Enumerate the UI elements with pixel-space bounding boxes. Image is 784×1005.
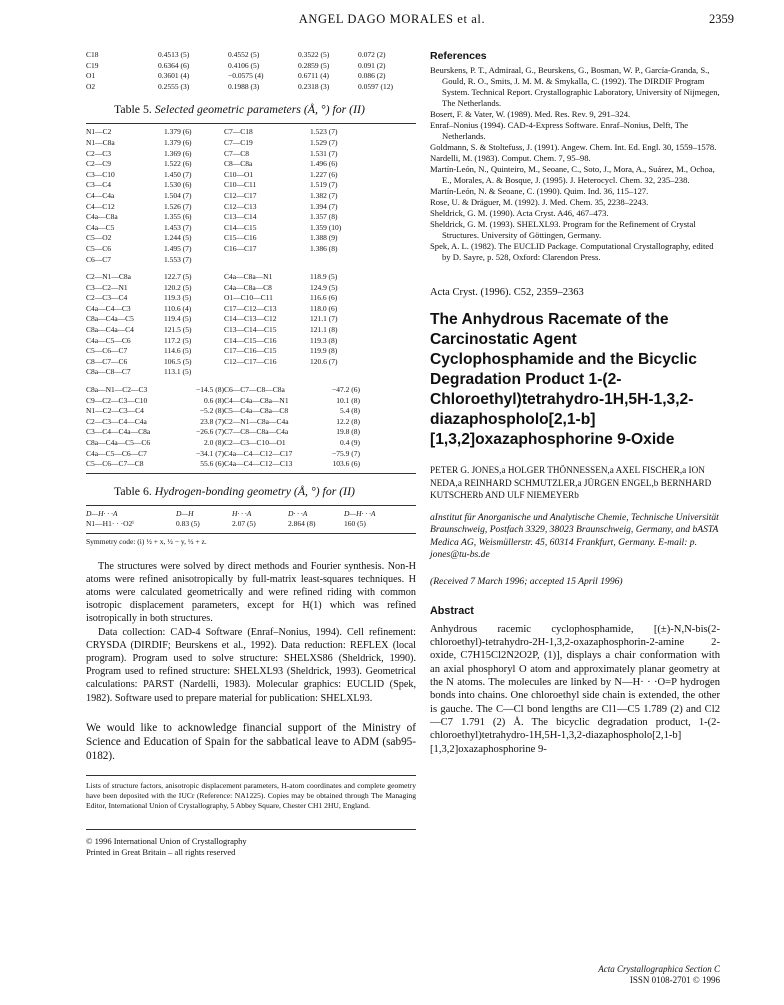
table-row	[86, 346, 416, 357]
article-authors: PETER G. JONES,a HOLGER THÖNNESSEN,a AXEL FISCHER,a ION NEDA,a REINHARD SCHMUTZLER,a JÜRGEN ENGEL,b BERNHARD KUTSCHERb AND ULF NIEMEYERb	[430, 465, 712, 500]
table-cell: 0.1988 (3)	[228, 81, 260, 91]
right-column	[430, 50, 720, 756]
table-cell: C7—C8	[224, 148, 250, 158]
table-cell: 0.086 (2)	[358, 71, 386, 81]
table-cell: 2.07 (5)	[232, 519, 256, 529]
table-row	[86, 82, 416, 93]
table-row	[86, 314, 416, 325]
reference-item: Martín-León, N., Quinteiro, M., Seoane, C., Soto, J., Mora, A., Suárez, M., Ochoa, E., Morales, A. & Bosque, J. (1995). J. Heterocycl. Chem. 32, 235–238.	[430, 164, 715, 185]
table-cell: 0.6 (8)	[204, 395, 224, 405]
table-cell: 1.522 (6)	[164, 159, 192, 169]
table-cell: 1.379 (6)	[164, 127, 192, 137]
table-cell: −0.0575 (4)	[228, 71, 264, 81]
table-row	[86, 427, 416, 438]
table-cell: 120.2 (5)	[164, 282, 192, 292]
table-cell: C12—C17—C16	[224, 356, 277, 366]
table-cell: 118.9 (5)	[310, 272, 338, 282]
printed-line: Printed in Great Britain – all rights reserved	[86, 846, 236, 857]
table-cell: 0.4552 (5)	[228, 50, 260, 59]
table-cell: C12—C17	[224, 190, 257, 200]
table-cell: 119.3 (5)	[164, 293, 192, 303]
table-cell: 1.357 (8)	[310, 212, 338, 222]
table5-angles	[86, 272, 416, 378]
table-row	[86, 367, 416, 378]
page-number: 2359	[709, 12, 734, 26]
table-cell: 0.3601 (4)	[158, 71, 190, 81]
running-title: ANGEL DAGO MORALES et al.	[298, 12, 486, 26]
table-row	[86, 71, 416, 82]
reference-item: Sheldrick, G. M. (1990). Acta Cryst. A46, 467–473.	[430, 208, 609, 218]
table-cell: 119.9 (8)	[310, 346, 338, 356]
running-header	[0, 12, 784, 30]
table-cell: 1.531 (7)	[310, 148, 338, 158]
table-cell: 1.553 (7)	[164, 254, 192, 264]
table-row	[86, 449, 416, 460]
table-cell: C4a—C8a—C8	[224, 282, 272, 292]
table-cell: 1.379 (6)	[164, 137, 192, 147]
table-cell: 124.9 (5)	[310, 282, 338, 292]
table-cell: C2—C3—C4—C4a	[86, 416, 147, 426]
table-cell: C2—C3	[86, 148, 112, 158]
table-header-cell: D· · ·A	[288, 508, 308, 518]
table-header-cell: D—H· · ·A	[86, 508, 118, 518]
table-cell: C7—C19	[224, 137, 253, 147]
table-cell: C8—C8a	[224, 159, 253, 169]
references-list	[430, 65, 720, 263]
table-cell: 19.8 (8)	[336, 427, 360, 437]
table-cell: C2—C3—C4	[86, 293, 128, 303]
received-dates: (Received 7 March 1996; accepted 15 April 1996)	[430, 575, 623, 587]
table-cell: 10.1 (8)	[336, 395, 360, 405]
abstract-heading: Abstract	[430, 604, 474, 617]
methods-paragraph: The structures were solved by direct methods and Fourier synthesis. Non-H atoms were refined anisotropically by full-matrix least-squares techniques. H atoms were calculated geometrically and were refined riding with common isotropic displacement parameters, except for H(1) which was refined isotropically in both structures.	[86, 560, 416, 625]
table-cell	[224, 255, 310, 266]
table-cell: −26.6 (7)	[196, 427, 224, 437]
table-cell: 103.6 (6)	[332, 459, 360, 469]
copyright-line: © 1996 International Union of Crystallography	[86, 835, 247, 846]
table-cell: C4—C4a—C8a—N1	[224, 395, 289, 405]
table6-row	[86, 519, 416, 530]
table-cell: 121.5 (5)	[164, 325, 192, 335]
reference-item: Beurskens, P. T., Admiraal, G., Beurskens, G., Bosman, W. P., García-Granda, S., Gould, R. O., Smits, J. M. M. & Smykalla, C. (1992). The DIRDIF Program System. Technical Report. Crystallographic Laboratory, University of Nijmegen, The Netherlands.	[430, 65, 720, 108]
reference-item: Rose, U. & Dräguer, M. (1992). J. Med. Chem. 35, 2238–2243.	[430, 197, 649, 207]
symmetry-code: Symmetry code: (i) ½ + x, ½ − y, ½ + z.	[86, 536, 207, 546]
table-cell: 0.2318 (3)	[298, 81, 330, 91]
table-cell: C6—C7—C8—C8a	[224, 385, 285, 395]
table-cell: 1.388 (9)	[310, 233, 338, 243]
table-cell: C3—C2—N1	[86, 282, 128, 292]
journal-name: Acta Crystallographica Section C	[598, 964, 720, 974]
table-cell: C8a—C4a—C5—C6	[86, 438, 151, 447]
table-cell: O2	[86, 81, 96, 91]
table5-bonds	[86, 127, 416, 265]
table-header-row	[86, 509, 416, 520]
table-cell: −75.9 (7)	[332, 448, 360, 458]
table-cell: C2—N1—C8a—C4a	[224, 416, 289, 426]
table5-number: Table 5.	[114, 102, 152, 117]
table-row	[86, 283, 416, 294]
table-cell: 23.8 (7)	[200, 416, 224, 426]
table-cell: 0.6364 (6)	[158, 60, 190, 70]
table-cell: C8a—C4a—C4	[86, 325, 134, 335]
table-cell: 0.4 (9)	[340, 438, 360, 447]
table-row	[86, 459, 416, 470]
journal-footer	[598, 964, 720, 986]
table-cell: C5—C6—C7	[86, 346, 128, 356]
table-rule	[86, 473, 416, 474]
table-cell: C10—C11	[224, 180, 257, 190]
table-cell: C8a—C4a—C5	[86, 314, 134, 324]
table-cell: C2—C9	[86, 159, 112, 169]
table-cell: C10—O1	[224, 169, 254, 179]
table-cell: C8—C7—C6	[86, 356, 128, 366]
table-cell: 1.453 (7)	[164, 222, 192, 232]
table-row	[86, 61, 416, 72]
article-title: The Anhydrous Racemate of the Carcinostatic Agent Cyclophosphamide and the Bicyclic Degradation Product 1-(2-Chloroethyl)tetrahydro-1H,5H-1,3,2-diazaphospholo[2,1-b][1,3,2]oxazaphosphorine 9-Oxide	[430, 311, 697, 448]
table-cell: C13—C14	[224, 212, 257, 222]
table-cell: 1.526 (7)	[164, 201, 192, 211]
table-cell: C4a—C4—C12—C13	[224, 459, 293, 469]
table-cell: C5—O2	[86, 233, 112, 243]
table-cell: C16—C17	[224, 243, 257, 253]
table-cell: C4a—C5	[86, 222, 115, 232]
table-cell: 0.2555 (3)	[158, 81, 190, 91]
table-cell: 1.504 (7)	[164, 190, 192, 200]
deposition-footnote: Lists of structure factors, anisotropic displacement parameters, H-atom coordinates and complete geometry have been deposited with the IUCr (Reference: NA1225). Copies may be obtained through The Managing Editor, International Union of Crystallography, 5 Abbey Square, Chester CH1 2HU, England.	[86, 775, 416, 811]
table6-title: Hydrogen-bonding geometry (Å, °) for (II)	[154, 483, 355, 498]
table-cell: C7—C18	[224, 127, 253, 137]
table-row	[86, 202, 416, 213]
table-header-cell: H· · ·A	[232, 508, 252, 518]
table-cell: 1.450 (7)	[164, 169, 192, 179]
table-cell: N1—H1· · ·O2ⁱ	[86, 519, 134, 529]
table-row	[86, 127, 416, 138]
table-cell: 0.0597 (12)	[358, 81, 393, 91]
table-cell: C3—C10	[86, 169, 115, 179]
table-row	[86, 149, 416, 160]
table-cell: 1.355 (6)	[164, 212, 192, 222]
table-cell: 0.072 (2)	[358, 50, 386, 59]
table-row	[86, 336, 416, 347]
table-cell: C18	[86, 50, 99, 59]
table-cell: 12.2 (8)	[336, 416, 360, 426]
reference-item: Nardelli, M. (1983). Comput. Chem. 7, 95–98.	[430, 153, 591, 163]
table-cell: N1—C2—C3—C4	[86, 406, 144, 416]
table-cell: 1.244 (5)	[164, 233, 192, 243]
table-cell: 1.530 (6)	[164, 180, 192, 190]
table-row	[86, 170, 416, 181]
table-cell: −14.5 (8)	[196, 385, 224, 395]
table-cell	[310, 367, 360, 378]
table-cell: 116.6 (6)	[310, 293, 338, 303]
table-cell: C4a—C4—C12—C17	[224, 448, 293, 458]
table-cell: O1	[86, 71, 96, 81]
table-cell: C12—C13	[224, 201, 257, 211]
table-row	[86, 325, 416, 336]
table-row	[86, 159, 416, 170]
table-row	[86, 233, 416, 244]
copyright-block	[86, 829, 416, 858]
table-cell: 114.6 (5)	[164, 346, 192, 356]
table-cell: 106.5 (5)	[164, 356, 192, 366]
table-cell: 1.386 (8)	[310, 243, 338, 253]
table-cell: 0.091 (2)	[358, 60, 386, 70]
table-cell: −34.1 (7)	[196, 448, 224, 458]
table-cell: 0.83 (5)	[176, 519, 200, 529]
table-cell: 1.519 (7)	[310, 180, 338, 190]
table-cell: 1.394 (7)	[310, 201, 338, 211]
table-cell: C4a—C5—C6	[86, 335, 131, 345]
table-cell: C4a—C4—C3	[86, 303, 131, 313]
table-cell: N1—C2	[86, 127, 112, 137]
table-cell: C8a—N1—C2—C3	[86, 385, 148, 395]
table-cell: C4a—C8a—N1	[224, 272, 273, 282]
issn: ISSN 0108-2701 © 1996	[629, 975, 720, 985]
programs-paragraph: Data collection: CAD-4 Software (Enraf–Nonius, 1994). Cell refinement: CRYSDA (DIRDIF; Beurskens et al., 1992). Data reduction: REFLEX (local program). Program used to solve structure: SHELXS86 (Sheldrick, 1990). Program used to refined structure: SHELXL93 (Sheldrick, 1993). Geometrical calculations: PARST (Nardelli, 1983). Molecular graphics: EUCLID (Spek, 1982). Software used to prepare material for publication: SHELXL93.	[86, 626, 416, 704]
table-row	[86, 438, 416, 449]
reference-item: Bosert, F. & Vater, W. (1989). Med. Res. Rev. 9, 291–324.	[430, 109, 631, 119]
table-row	[86, 385, 416, 396]
table-cell: 119.3 (8)	[310, 335, 338, 345]
table-cell: 1.382 (7)	[310, 190, 338, 200]
table-cell: 1.496 (6)	[310, 159, 338, 169]
table-cell: C4a—C8a	[86, 212, 118, 222]
table-row	[86, 223, 416, 234]
table-cell: 117.2 (5)	[164, 335, 192, 345]
table-cell: 1.495 (7)	[164, 243, 192, 253]
table-cell: C6—C7	[86, 254, 112, 264]
table-cell: C9—C2—C3—C10	[86, 395, 148, 405]
table6-number: Table 6.	[114, 483, 152, 498]
table-row	[86, 293, 416, 304]
table-cell: 5.4 (8)	[340, 406, 360, 416]
table-cell: 121.1 (8)	[310, 325, 338, 335]
table-cell: C4—C12	[86, 201, 115, 211]
table-cell: C3—C4—C4a—C8a	[86, 427, 151, 437]
table-cell: 122.7 (5)	[164, 272, 192, 282]
reference-item: Goldmann, S. & Stoltefuss, J. (1991). Angew. Chem. Int. Ed. Engl. 30, 1559–1578.	[430, 142, 717, 152]
table-cell: 1.523 (7)	[310, 127, 338, 137]
table-cell: C2—C3—C10—O1	[224, 438, 286, 447]
table-cell: 2.864 (8)	[288, 519, 316, 529]
table-cell: N1—C8a	[86, 137, 115, 147]
table-cell: 119.4 (5)	[164, 314, 192, 324]
table-cell: 1.359 (10)	[310, 222, 342, 232]
table-cell: C8a—C8—C7	[86, 367, 131, 377]
table-cell: C4a—C5—C6—C7	[86, 448, 147, 458]
table-row	[86, 272, 416, 283]
table-cell: C4—C4a	[86, 190, 115, 200]
abstract-text: Anhydrous racemic cyclophosphamide, [(±)-N,N-bis(2-chloroethyl)-tetrahydro-2H-1,3,2-oxazaphosphorin-2-amine 2-oxide, C7H15Cl2N2O2P, (1)], displays a chair conformation with an axial phosphoryl O atom and approximately planar geometry at the N atoms. The molecules are linked by N—H· · ·O=P hydrogen bonds into chains. One chloroethyl side chain is extended, the other is gauche. The C—Cl bond lengths are Cl1—C5 1.789 (2) and Cl2—C7 1.791 (2) Å. The bicyclic degradation product, 1-(2-chloroethyl)tetrahydro-1H,5H-1,3,2-diazaphospholo[2,1-b][1,3,2]oxazaphosphorine 9-	[430, 623, 720, 755]
table-cell: 121.1 (7)	[310, 314, 338, 324]
table-header-cell: D—H	[176, 508, 194, 518]
table-row	[86, 244, 416, 255]
table-cell: C17—C12—C13	[224, 303, 277, 313]
table6-caption	[114, 484, 416, 499]
reference-item: Sheldrick, G. M. (1993). SHELXL93. Program for the Refinement of Crystal Structures. University of Göttingen, Germany.	[430, 219, 696, 240]
table-cell: 0.4106 (5)	[228, 60, 260, 70]
table6-header	[86, 509, 416, 520]
table-cell: 0.4513 (5)	[158, 50, 190, 59]
table-cell: C3—C4	[86, 180, 112, 190]
table-row	[86, 191, 416, 202]
table-cell: 113.1 (5)	[164, 367, 192, 377]
left-column	[86, 50, 416, 858]
table5	[86, 123, 416, 473]
table-cell: C13—C14—C15	[224, 325, 277, 335]
table-cell: −47.2 (6)	[332, 385, 360, 395]
table-cell: 0.6711 (4)	[298, 71, 329, 81]
table-cell	[310, 255, 360, 266]
table-cell: 0.2859 (5)	[298, 60, 330, 70]
acknowledgement: We would like to acknowledge financial support of the Ministry of Science and Education of Spain for the sabbatical leave to ADM (sab95-0182).	[86, 721, 416, 762]
article-affiliation: aInstitut für Anorganische und Analytische Chemie, Technische Universität Braunschweig, Postfach 3329, 38023 Braunschweig, Germany, and bASTA Medica AG, Weismüllerstr. 45, 60314 Frankfurt, Germany. E-mail: p. jones@tu-bs.de	[430, 511, 719, 561]
table5-torsions	[86, 385, 416, 470]
table-cell: C2—N1—C8a	[86, 272, 131, 282]
table-cell: 160 (5)	[344, 519, 366, 529]
table-row	[86, 519, 416, 530]
reference-item: Martín-León, N. & Seoane, C. (1990). Quim. Ind. 36, 115–127.	[430, 186, 649, 196]
table-cell: 118.0 (6)	[310, 303, 338, 313]
table-cell: C14—C15—C16	[224, 335, 277, 345]
table-cell	[224, 367, 310, 378]
table-cell: 110.6 (4)	[164, 303, 192, 313]
table-cell: 1.529 (7)	[310, 137, 338, 147]
table-row	[86, 304, 416, 315]
table-cell: 1.369 (6)	[164, 148, 192, 158]
table-cell: O1—C10—C11	[224, 293, 273, 303]
table5-title: Selected geometric parameters (Å, °) for (II)	[154, 102, 365, 117]
references-heading: References	[430, 50, 487, 62]
table-rule	[86, 533, 416, 534]
table-row	[86, 138, 416, 149]
table-cell: 120.6 (7)	[310, 356, 338, 366]
reference-item: Enraf–Nonius (1994). CAD-4-Express Software. Enraf–Nonius, Delft, The Netherlands.	[430, 120, 689, 141]
table-row	[86, 50, 416, 61]
table-rule	[86, 505, 416, 506]
table-cell: 55.6 (6)	[200, 459, 224, 469]
table-cell: C14—C13—C12	[224, 314, 277, 324]
reference-item: Spek, A. L. (1982). The EUCLID Package. Computational Crystallography, edited by D. Sayre, p. 528, Oxford: Clarendon Press.	[430, 241, 714, 262]
table-row	[86, 357, 416, 368]
table-cell: C5—C6	[86, 243, 112, 253]
table-header-cell: D—H· · ·A	[344, 508, 376, 518]
table-rule	[86, 123, 416, 124]
table-cell: 2.0 (8)	[204, 438, 224, 447]
table-row	[86, 396, 416, 407]
article-citation: Acta Cryst. (1996). C52, 2359–2363	[430, 287, 584, 298]
table-cell: C5—C4a—C8a—C8	[224, 406, 289, 416]
table-row	[86, 406, 416, 417]
table-row	[86, 212, 416, 223]
table-cell: 0.3522 (5)	[298, 50, 330, 59]
table-cell: C5—C6—C7—C8	[86, 459, 144, 469]
table-cell: C15—C16	[224, 233, 257, 243]
table-cell: C14—C15	[224, 222, 257, 232]
table-cell: C7—C8—C8a—C4a	[224, 427, 289, 437]
table5-caption	[114, 102, 416, 117]
table-row	[86, 417, 416, 428]
table-row	[86, 255, 416, 266]
table-cell: C19	[86, 60, 99, 70]
table-cell: 1.227 (6)	[310, 169, 338, 179]
table-cell: C17—C16—C15	[224, 346, 277, 356]
methods-text	[86, 560, 416, 705]
table-cell: −5.2 (8)	[199, 406, 224, 416]
table6	[86, 505, 416, 548]
table-row	[86, 180, 416, 191]
coordinate-table	[86, 50, 416, 92]
